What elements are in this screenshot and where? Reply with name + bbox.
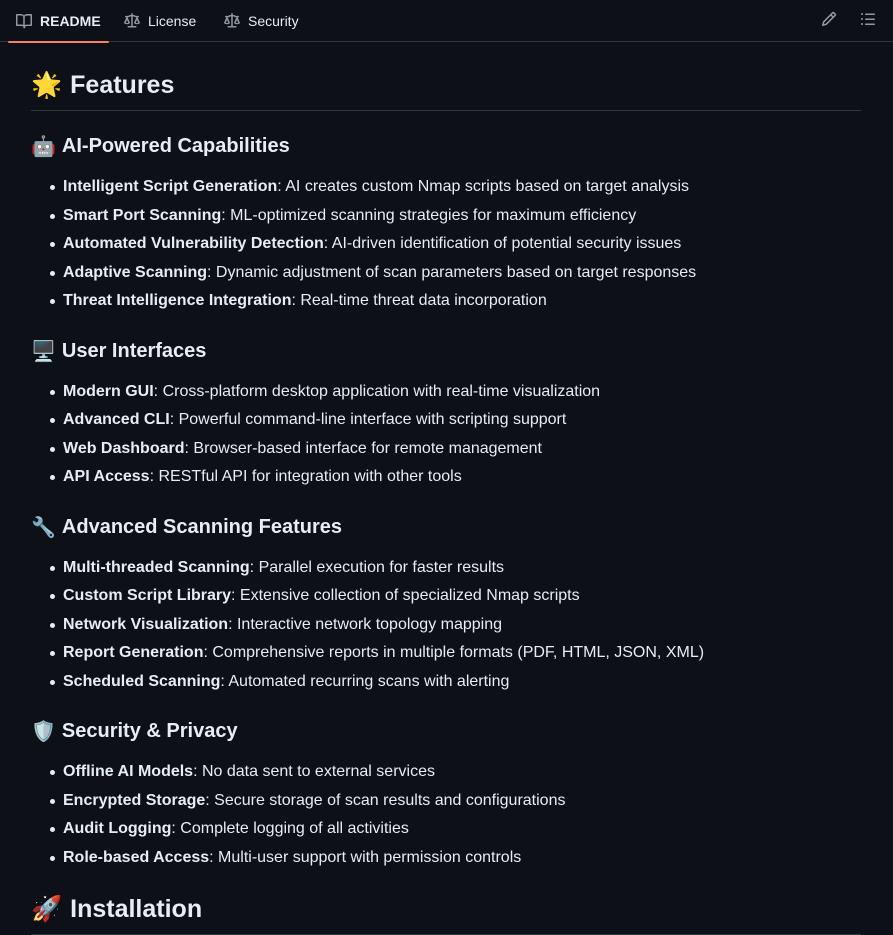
tab-license-label: License	[148, 13, 197, 29]
item-name: Offline AI Models	[63, 763, 194, 780]
pencil-icon	[821, 11, 837, 27]
heading-ai-capabilities-text: AI-Powered Capabilities	[61, 135, 290, 157]
item-name: Adaptive Scanning	[63, 263, 208, 281]
list-item	[31, 173, 861, 202]
desktop-computer-icon: 🖥️	[31, 338, 56, 363]
item-desc: : Dynamic adjustment of scan parameters based on target responses	[207, 263, 697, 281]
heading-security-privacy	[31, 716, 861, 746]
readme-tab-bar	[0, 0, 893, 42]
item-desc: : RESTful API for integration with other tools	[149, 468, 462, 485]
item-desc: : Multi-user support with permission controls	[209, 848, 522, 866]
item-desc: : Automated recurring scans with alerting	[220, 672, 510, 690]
heading-installation	[31, 892, 861, 935]
item-desc: : Comprehensive reports in multiple formats (PDF, HTML, JSON, XML)	[203, 644, 705, 661]
item-desc: : Real-time threat data incorporation	[291, 292, 547, 309]
item-name: Modern GUI	[63, 382, 154, 400]
item-desc: : AI-driven identification of potential security issues	[323, 235, 682, 252]
item-desc: : Parallel execution for faster results	[249, 558, 505, 576]
item-name: Audit Logging	[63, 820, 172, 837]
readme-content	[31, 60, 861, 935]
item-name: Scheduled Scanning	[63, 672, 221, 690]
item-name: Network Visualization	[63, 615, 229, 633]
heading-user-interfaces-text: User Interfaces	[61, 339, 207, 362]
list-item	[31, 758, 861, 787]
list-item	[31, 611, 861, 640]
item-desc: : Extensive collection of specialized Nmap scripts	[231, 587, 580, 604]
item-desc: : Browser-based interface for remote management	[184, 439, 542, 457]
item-name: API Access	[63, 468, 150, 485]
outline-button[interactable]	[860, 11, 876, 27]
item-name: Advanced CLI	[63, 411, 170, 428]
heading-advanced-scanning	[31, 512, 861, 542]
heading-features-text: Features	[70, 71, 175, 99]
item-name: Report Generation	[63, 644, 204, 661]
tab-readme-label: README	[40, 13, 101, 29]
item-desc: : Powerful command-line interface with scripting support	[169, 411, 567, 428]
tab-license[interactable]	[124, 0, 196, 42]
item-desc: : Secure storage of scan results and configurations	[205, 791, 566, 809]
list-item	[31, 815, 861, 844]
item-name: Smart Port Scanning	[63, 206, 222, 224]
scale-icon	[124, 13, 140, 29]
security-privacy-list	[31, 758, 861, 872]
shield-icon: 🛡️	[31, 719, 56, 743]
list-item	[31, 259, 861, 288]
item-desc: : Cross-platform desktop application with real-time visualization	[153, 382, 601, 400]
glowing-star-icon: 🌟	[31, 70, 63, 99]
tab-security-label: Security	[248, 13, 299, 29]
list-item	[31, 435, 861, 464]
heading-features	[31, 68, 861, 111]
edit-file-button[interactable]	[821, 11, 837, 27]
list-unordered-icon	[860, 11, 876, 27]
tab-security[interactable]	[224, 0, 299, 42]
list-item	[31, 463, 861, 492]
item-desc: : No data sent to external services	[193, 763, 435, 780]
item-name: Web Dashboard	[63, 439, 185, 457]
item-desc: : AI creates custom Nmap scripts based on target analysis	[277, 178, 689, 195]
item-desc: : Interactive network topology mapping	[228, 615, 503, 633]
item-desc: : ML-optimized scanning strategies for maximum efficiency	[221, 206, 637, 224]
ai-capabilities-list	[31, 173, 861, 316]
list-item	[31, 230, 861, 259]
list-item	[31, 287, 861, 316]
heading-advanced-scanning-text: Advanced Scanning Features	[61, 515, 342, 538]
list-item	[31, 202, 861, 231]
item-desc: : Complete logging of all activities	[171, 820, 409, 837]
book-icon	[16, 13, 32, 29]
list-item	[31, 378, 861, 407]
scale-icon	[224, 13, 240, 29]
list-item	[31, 639, 861, 668]
heading-installation-text: Installation	[70, 895, 203, 923]
item-name: Role-based Access	[63, 848, 210, 866]
list-item	[31, 582, 861, 611]
heading-security-privacy-text: Security & Privacy	[61, 720, 238, 742]
advanced-scanning-list	[31, 554, 861, 697]
list-item	[31, 787, 861, 816]
list-item	[31, 554, 861, 583]
item-name: Encrypted Storage	[63, 791, 206, 809]
tab-readme[interactable]	[16, 0, 101, 42]
list-item	[31, 844, 861, 873]
item-name: Custom Script Library	[63, 587, 232, 604]
heading-user-interfaces	[31, 336, 861, 366]
wrench-icon: 🔧	[31, 514, 56, 539]
item-name: Intelligent Script Generation	[63, 178, 278, 195]
robot-icon: 🤖	[31, 134, 56, 158]
item-name: Threat Intelligence Integration	[63, 292, 292, 309]
list-item	[31, 668, 861, 697]
heading-ai-capabilities	[31, 131, 861, 161]
item-name: Automated Vulnerability Detection	[63, 235, 324, 252]
list-item	[31, 406, 861, 435]
item-name: Multi-threaded Scanning	[63, 558, 250, 576]
user-interfaces-list	[31, 378, 861, 492]
rocket-icon: 🚀	[31, 894, 63, 923]
